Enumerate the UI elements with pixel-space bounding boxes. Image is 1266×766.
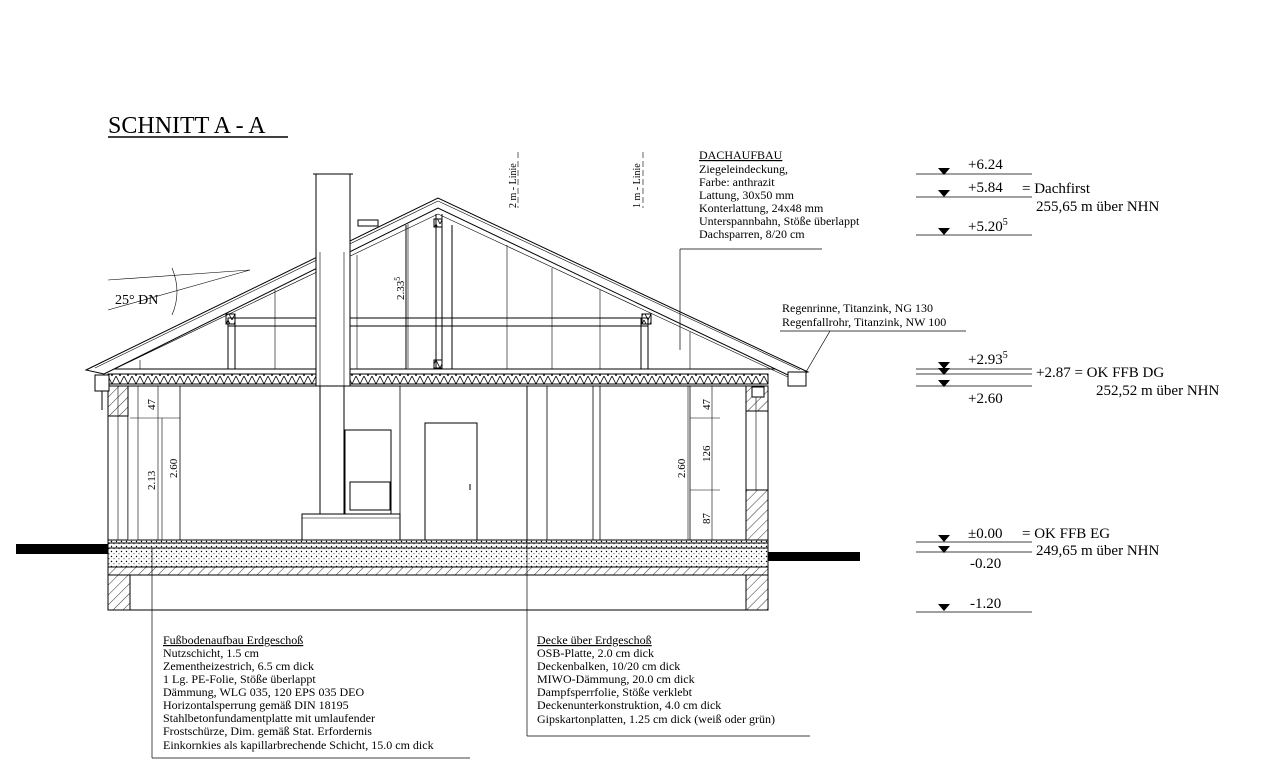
fussboden-item: Frostschürze, Dim. gemäß Stat. Erfordernis xyxy=(163,724,372,738)
level-120: -1.20 xyxy=(970,596,1002,612)
door xyxy=(425,423,477,540)
dachaufbau-item: Unterspannbahn, Stöße überlappt xyxy=(699,214,860,228)
one-m-line-label: 1 m - Linie xyxy=(632,163,643,208)
height-lines xyxy=(508,152,643,208)
fussboden-item: Einkornkies als kapillarbrechende Schicht, 15.0 cm dick xyxy=(163,738,434,752)
ground-left xyxy=(16,544,108,554)
dim-126: 126 xyxy=(701,445,713,462)
roof-pitch-label: 25° DN xyxy=(115,293,159,308)
decke-item: OSB-Platte, 2.0 cm dick xyxy=(537,646,654,660)
decke-heading: Decke über Erdgeschoß xyxy=(537,633,652,647)
regen-item: Regenfallrohr, Titanzink, NW 100 xyxy=(782,315,947,329)
dim-87: 87 xyxy=(701,513,713,524)
dg-nhn: 252,52 m über NHN xyxy=(1096,383,1220,399)
dim-233: 2.33$^5$ xyxy=(393,276,407,300)
level-584: +5.84 xyxy=(968,180,1003,196)
dim-213: 2.13 xyxy=(146,470,158,490)
chimney xyxy=(313,174,378,386)
level-000: ±0.00 xyxy=(968,526,1003,542)
ceiling-slab xyxy=(100,369,776,386)
note-regen xyxy=(780,301,966,372)
dachfirst-nhn: 255,65 m über NHN xyxy=(1036,199,1160,215)
decke-item: Deckenbalken, 10/20 cm dick xyxy=(537,659,681,673)
dim-47-right: 47 xyxy=(701,399,713,410)
note-fussboden xyxy=(152,548,470,758)
decke-item: Dampfsperrfolie, Stöße verklebt xyxy=(537,685,692,699)
decke-item: Deckenunterkonstruktion, 4.0 cm dick xyxy=(537,698,722,712)
decke-item: Gipskartonplatten, 1.25 cm dick (weiß oder grün) xyxy=(537,712,775,726)
fussboden-item: Stahlbetonfundamentplatte mit umlaufender xyxy=(163,711,375,725)
dachaufbau-item: Farbe: anthrazit xyxy=(699,175,775,189)
eg-nhn: 249,65 m über NHN xyxy=(1036,543,1160,559)
dim-260-right: 2.60 xyxy=(676,458,688,478)
level-287: +2.87 = OK FFB DG xyxy=(1036,365,1165,381)
dim-47-left: 47 xyxy=(146,399,158,410)
fussboden-item: Dämmung, WLG 035, 120 EPS 035 DEO xyxy=(163,685,365,699)
dachaufbau-item: Konterlattung, 24x48 mm xyxy=(699,201,824,215)
level-020: -0.20 xyxy=(970,556,1002,572)
level-260: +2.60 xyxy=(968,391,1003,407)
dim-260-left: 2.60 xyxy=(168,458,180,478)
dachfirst-label: = Dachfirst xyxy=(1022,181,1091,197)
foundation xyxy=(108,540,768,610)
dachaufbau-item: Ziegeleindeckung, xyxy=(699,162,788,176)
fussboden-item: Horizontalsperrung gemäß DIN 18195 xyxy=(163,698,349,712)
stove xyxy=(302,386,400,540)
dachaufbau-item: Dachsparren, 8/20 cm xyxy=(699,227,805,241)
two-m-line-label: 2 m - Linie xyxy=(508,163,519,208)
level-marks xyxy=(916,157,1219,612)
ground-right xyxy=(768,552,860,561)
decke-item: MIWO-Dämmung, 20.0 cm dick xyxy=(537,672,695,686)
level-293: $+2.93^5$ xyxy=(968,350,1008,368)
fussboden-item: 1 Lg. PE-Folie, Stöße überlappt xyxy=(163,672,316,686)
regen-item: Regenrinne, Titanzink, NG 130 xyxy=(782,301,933,315)
fussboden-heading: Fußbodenaufbau Erdgeschoß xyxy=(163,633,304,647)
okffb-eg-label: = OK FFB EG xyxy=(1022,526,1111,542)
attic-structure xyxy=(140,214,690,369)
fussboden-item: Zementheizestrich, 6.5 cm dick xyxy=(163,659,314,673)
dachaufbau-heading: DACHAUFBAU xyxy=(699,148,783,162)
level-624: +6.24 xyxy=(968,157,1003,173)
level-520: $+5.20^5$ xyxy=(968,217,1008,235)
drawing-title: SCHNITT A - A xyxy=(108,113,266,139)
fussboden-item: Nutzschicht, 1.5 cm xyxy=(163,646,259,660)
dachaufbau-item: Lattung, 30x50 mm xyxy=(699,188,794,202)
